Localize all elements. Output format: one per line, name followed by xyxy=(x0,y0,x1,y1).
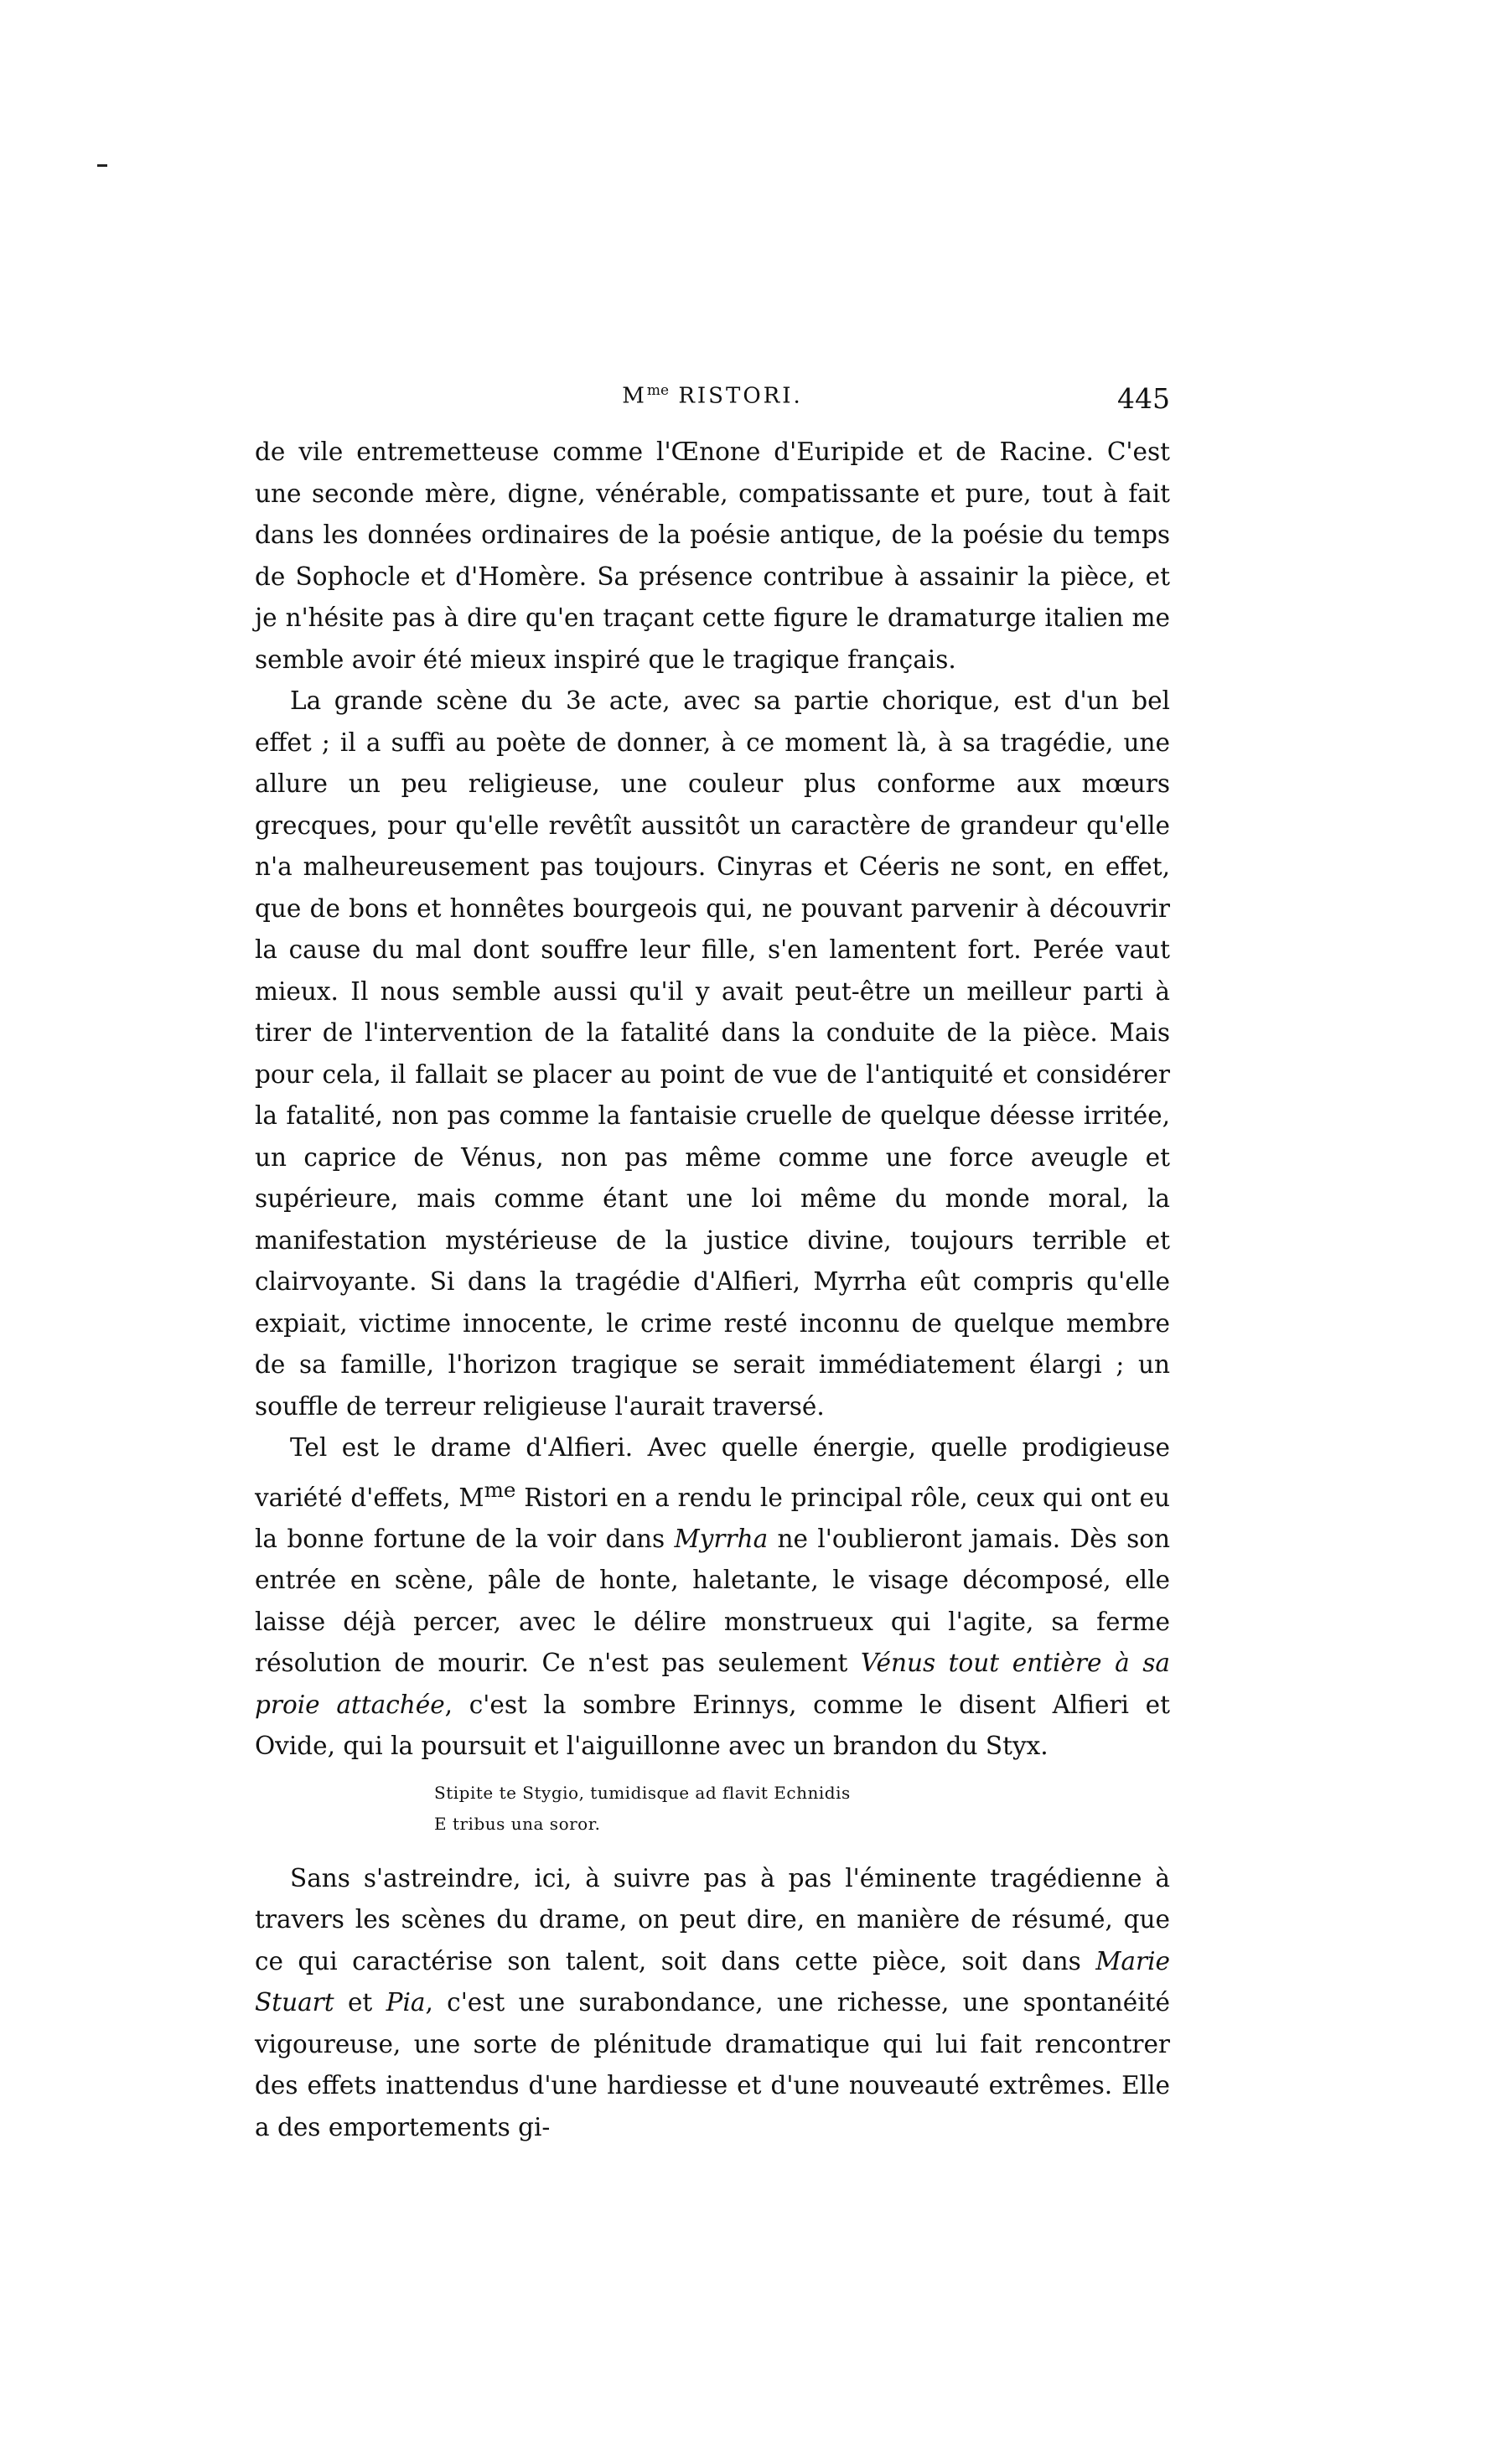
latin-quote xyxy=(434,1778,1170,1840)
margin-mark xyxy=(97,164,107,167)
text-body xyxy=(255,432,1170,2148)
page-number: 445 xyxy=(1117,382,1170,415)
page-header xyxy=(255,382,1170,429)
paragraph-4: Sans s'astreindre, ici, à suivre pas à pas l'éminente tragédienne à travers les scènes du drame, on peut dire, en manière de résumé, que ce qui caractérise son talent, soit dans cette pièce, soit dans Marie Stuart et Pia, c'est une surabondance, une richesse, une spontanéité vigoureuse, une sorte de plénitude dramatique qui lui fait rencontrer des effets inattendus d'une hardiesse et d'une nouveauté extrêmes. Elle a des emportements gi- xyxy=(255,1863,1170,2141)
title-name: RISTORI. xyxy=(678,383,803,409)
paragraph-3: Tel est le drame d'Alfieri. Avec quelle énergie, quelle prodigieuse variété d'effets, $M^{me}$ Ristori en a rendu le principal rôle, ceux qui ont eu la bonne fortune de la voir dans Myrrha ne l'oublieront jamais. Dès son entrée en scène, pâle de honte, haletante, le visage décomposé, elle laisse déjà percer, avec le délire monstrueux qui l'agite, sa ferme résolution de mourir. Ce n'est pas seulement Vénus tout entière à sa proie attachée, c'est la sombre Erinnys, comme le disent Alfieri et Ovide, qui la poursuit et l'aiguillonne avec un brandon du Styx. xyxy=(255,1433,1170,1761)
title-superscript: me xyxy=(646,382,670,399)
paragraph-1: de vile entremetteuse comme l'Œnone d'Euripide et de Racine. C'est une seconde mère, digne, vénérable, compatissante et pure, tout à fait dans les données ordinaires de la poésie antique, de la poésie du temps de Sophocle et d'Homère. Sa présence contribue à assainir la pièce, et je n'hésite pas à dire qu'en traçant cette figure le dramaturge italien me semble avoir été mieux inspiré que le tragique français. xyxy=(255,438,1170,674)
quote-line-2: E tribus una soror. xyxy=(434,1813,601,1834)
quote-line-1: Stipite te Stygio, tumidisque ad flavit Echnidis xyxy=(434,1782,851,1803)
title-prefix: M xyxy=(622,383,647,409)
running-title xyxy=(255,382,1170,409)
paragraph-2: La grande scène du 3e acte, avec sa partie chorique, est d'un bel effet ; il a suffi au poète de donner, à ce moment là, à sa tragédie, une allure un peu religieuse, une couleur plus conforme aux mœurs grecques, pour qu'elle revêtît aussitôt un caractère de grandeur qu'elle n'a malheureusement pas toujours. Cinyras et Céeris ne sont, en effet, que de bons et honnêtes bourgeois qui, ne pouvant parvenir à découvrir la cause du mal dont souffre leur fille, s'en lamentent fort. Perée vaut mieux. Il nous semble aussi qu'il y avait peut-être un meilleur parti à tirer de l'intervention de la fatalité dans la conduite de la pièce. Mais pour cela, il fallait se placer au point de vue de l'antiquité et considérer la fatalité, non pas comme la fantaisie cruelle de quelque déesse irritée, un caprice de Vénus, non pas même comme une force aveugle et supérieure, mais comme étant une loi même du monde moral, la manifestation mystérieuse de la justice divine, toujours terrible et clairvoyante. Si dans la tragédie d'Alfieri, Myrrha eût compris qu'elle expiait, victime innocente, le crime resté inconnu de quelque membre de sa famille, l'horizon tragique se serait immédiatement élargi ; un souffle de terreur religieuse l'aurait traversé. xyxy=(255,686,1170,1421)
